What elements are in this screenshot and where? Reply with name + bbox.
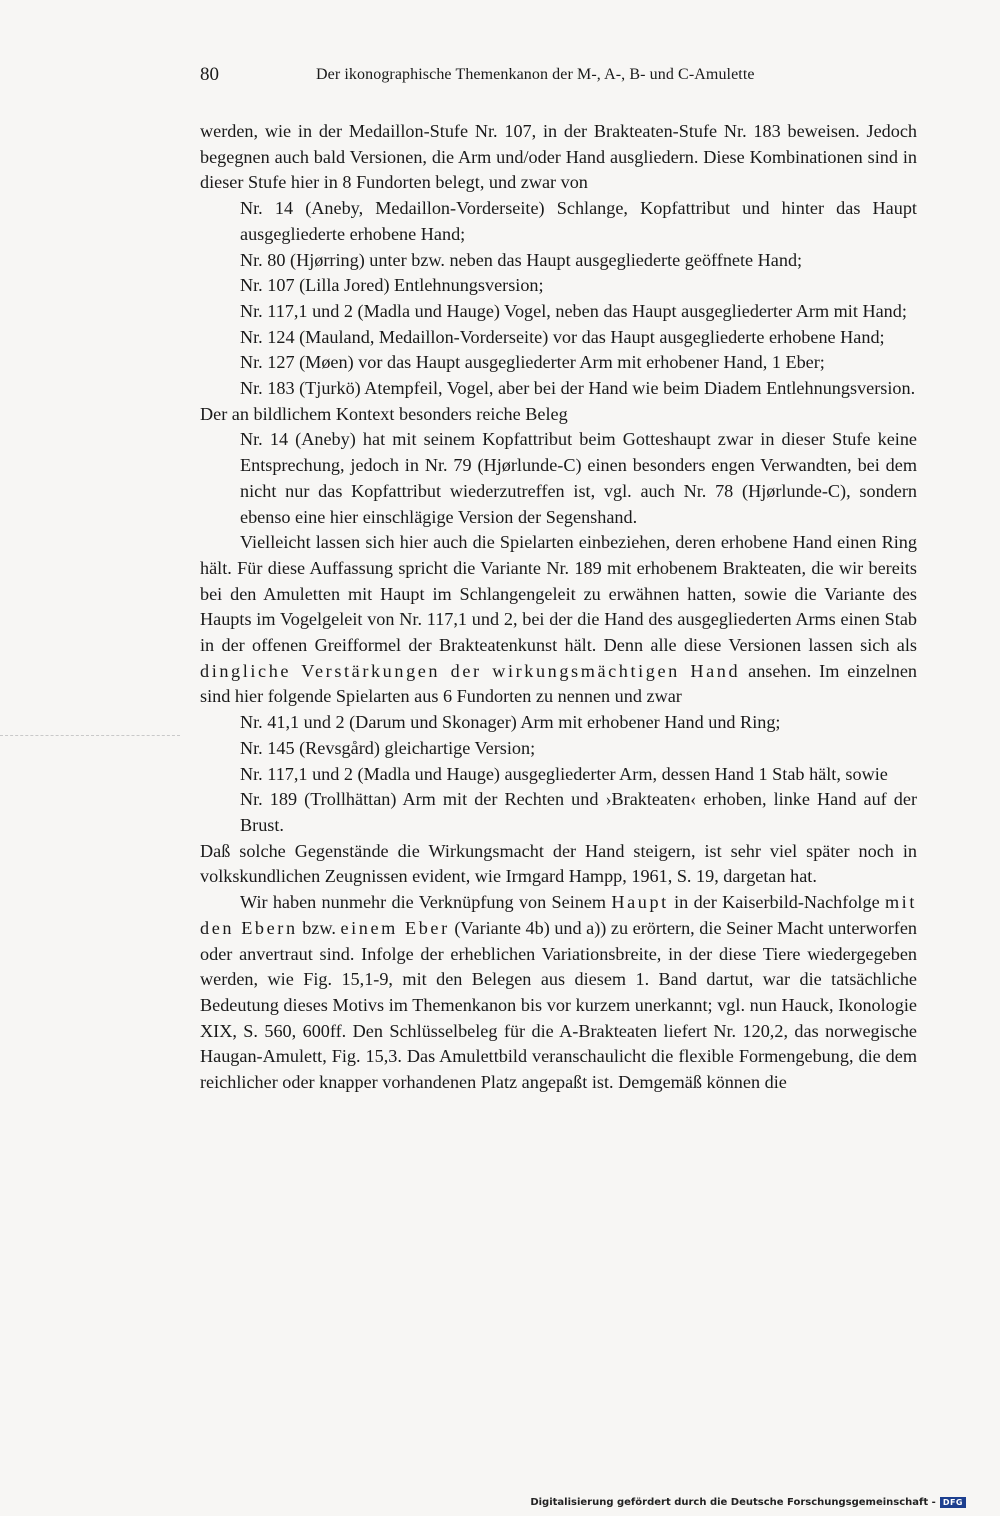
paragraph-6 <box>200 890 917 1096</box>
running-header <box>0 60 1000 90</box>
list-item: Nr. 80 (Hjørring) unter bzw. neben das Haupt ausgegliederte geöffnete Hand; <box>240 249 803 270</box>
spaced-emphasis: Haupt <box>611 892 669 913</box>
paragraph-4-text-b: ansehen. Im einzelnen sind hier folgende Spielarten aus 6 Fundorten zu nennen und zwar <box>200 660 917 707</box>
paragraph-1: werden, wie in der Medaillon-Stufe Nr. 107, in der Brakteaten-Stufe Nr. 183 beweisen. Jedoch begegnen auch bald Versionen, die Arm und/oder Hand ausgliedern. Diese Kombinationen sind in dieser Stufe hier in 8 Fundorten belegt, und zwar von <box>200 121 917 193</box>
paragraph-4 <box>200 530 917 710</box>
paragraph-6-text-c: bzw. <box>297 917 341 938</box>
spaced-emphasis: einem Eber <box>340 917 450 938</box>
running-title: Der ikonographische Themenkanon der M-, A-, B- und C-Amulette <box>316 66 755 83</box>
paragraph-3: Nr. 14 (Aneby) hat mit seinem Kopfattribut beim Gotteshaupt zwar in dieser Stufe keine Entsprechung, jedoch in Nr. 79 (Hjørlunde-C) einen besonders engen Verwandten, bei dem nicht nur das Kopfattribut wiederzutreffen ist, vgl. auch Nr. 78 (Hjørlunde-C), sondern ebenso eine hier einschlägige Version der Segenshand. <box>240 429 917 527</box>
list-item: Nr. 117,1 und 2 (Madla und Hauge) Vogel, neben das Haupt ausgegliederter Arm mit Hand; <box>240 300 907 321</box>
list-item: Nr. 41,1 und 2 (Darum und Skonager) Arm mit erhobener Hand und Ring; <box>240 712 781 733</box>
paragraph-6-text-d: (Variante 4b) und a)) zu erörtern, die Seiner Macht unterworfen oder anvertraut sind. Infolge der erheblichen Variationsbreite, in der diese Tiere wiedergegeben werden, wie Fig. 15,1-9, mit den Belegen aus diesem 1. Band dartut, war die tatsächliche Bedeutung dieses Motivs im Themenkanon bis vor kurzem unerkannt; vgl. nun Hauck, Ikonologie XIX, S. 560, 600ff. Den Schlüsselbeleg für die A-Brakteaten liefert Nr. 120,2, das norwegische Haugan-Amulett, Fig. 15,3. Das Amulettbild veranschaulicht die flexible Formengebung, die dem reichlicher oder knapper vorhandenen Platz angepaßt ist. Demgemäß können die <box>200 917 917 1093</box>
paragraph-6-text-a: Wir haben nunmehr die Verknüpfung von Seinem <box>240 892 612 913</box>
list-item: Nr. 127 (Møen) vor das Haupt ausgegliederter Arm mit erhobener Hand, 1 Eber; <box>240 352 825 373</box>
dfg-logo: DFG <box>940 1497 966 1508</box>
body-text <box>200 119 917 1096</box>
spaced-emphasis: mit den Ebern <box>200 892 917 938</box>
list-item: Nr. 107 (Lilla Jored) Entlehnungsversion; <box>240 275 544 296</box>
list-item: Nr. 183 (Tjurkö) Atempfeil, Vogel, aber bei der Hand wie beim Diadem Entlehnungsversion. <box>240 378 916 399</box>
list-item: Nr. 14 (Aneby, Medaillon-Vorderseite) Schlange, Kopfattribut und hinter das Haupt ausgegliederte erhobene Hand; <box>240 198 917 244</box>
paragraph-4-text-a: Vielleicht lassen sich hier auch die Spielarten einbeziehen, deren erhobene Hand einen Ring hält. Für diese Auffassung spricht die Variante Nr. 189 mit erhobenem Brakteaten, die wir bereits bei den Amuletten mit Haupt im Schlangengeleit zu erwähnen hatten, sowie die Variante des Haupts im Vogelgeleit von Nr. 117,1 und 2, bei der die Hand des ausgegliederten Arms einen Stab in der offenen Greifformel der Brakteatenkunst hält. Denn alle diese Versionen lassen sich als <box>200 532 917 656</box>
digitization-footer <box>530 1497 966 1508</box>
list-item: Nr. 124 (Mauland, Medaillon-Vorderseite) vor das Haupt ausgegliederte erhobene Hand; <box>240 326 885 347</box>
list-item: Nr. 117,1 und 2 (Madla und Hauge) ausgegliederter Arm, dessen Hand 1 Stab hält, sowie <box>240 763 888 784</box>
page-number: 80 <box>200 64 219 85</box>
paragraph-2: Der an bildlichem Kontext besonders reiche Beleg <box>200 403 568 424</box>
paragraph-6-text-b: in der Kaiserbild-Nachfolge <box>668 892 885 913</box>
margin-scan-line <box>0 735 180 736</box>
footer-text: Digitalisierung gefördert durch die Deutsche Forschungsgemeinschaft - <box>530 1497 936 1508</box>
list-item: Nr. 189 (Trollhättan) Arm mit der Rechten und ›Brakteaten‹ erhoben, linke Hand auf der Brust. <box>240 789 917 835</box>
list-item: Nr. 145 (Revsgård) gleichartige Version; <box>240 737 536 758</box>
spaced-emphasis: dingliche Verstärkungen der wirkungsmächtigen Hand <box>200 660 741 681</box>
paragraph-5: Daß solche Gegenstände die Wirkungsmacht der Hand steigern, ist sehr viel später noch in volkskundlichen Zeugnissen evident, wie Irmgard Hampp, 1961, S. 19, dargetan hat. <box>200 840 917 887</box>
